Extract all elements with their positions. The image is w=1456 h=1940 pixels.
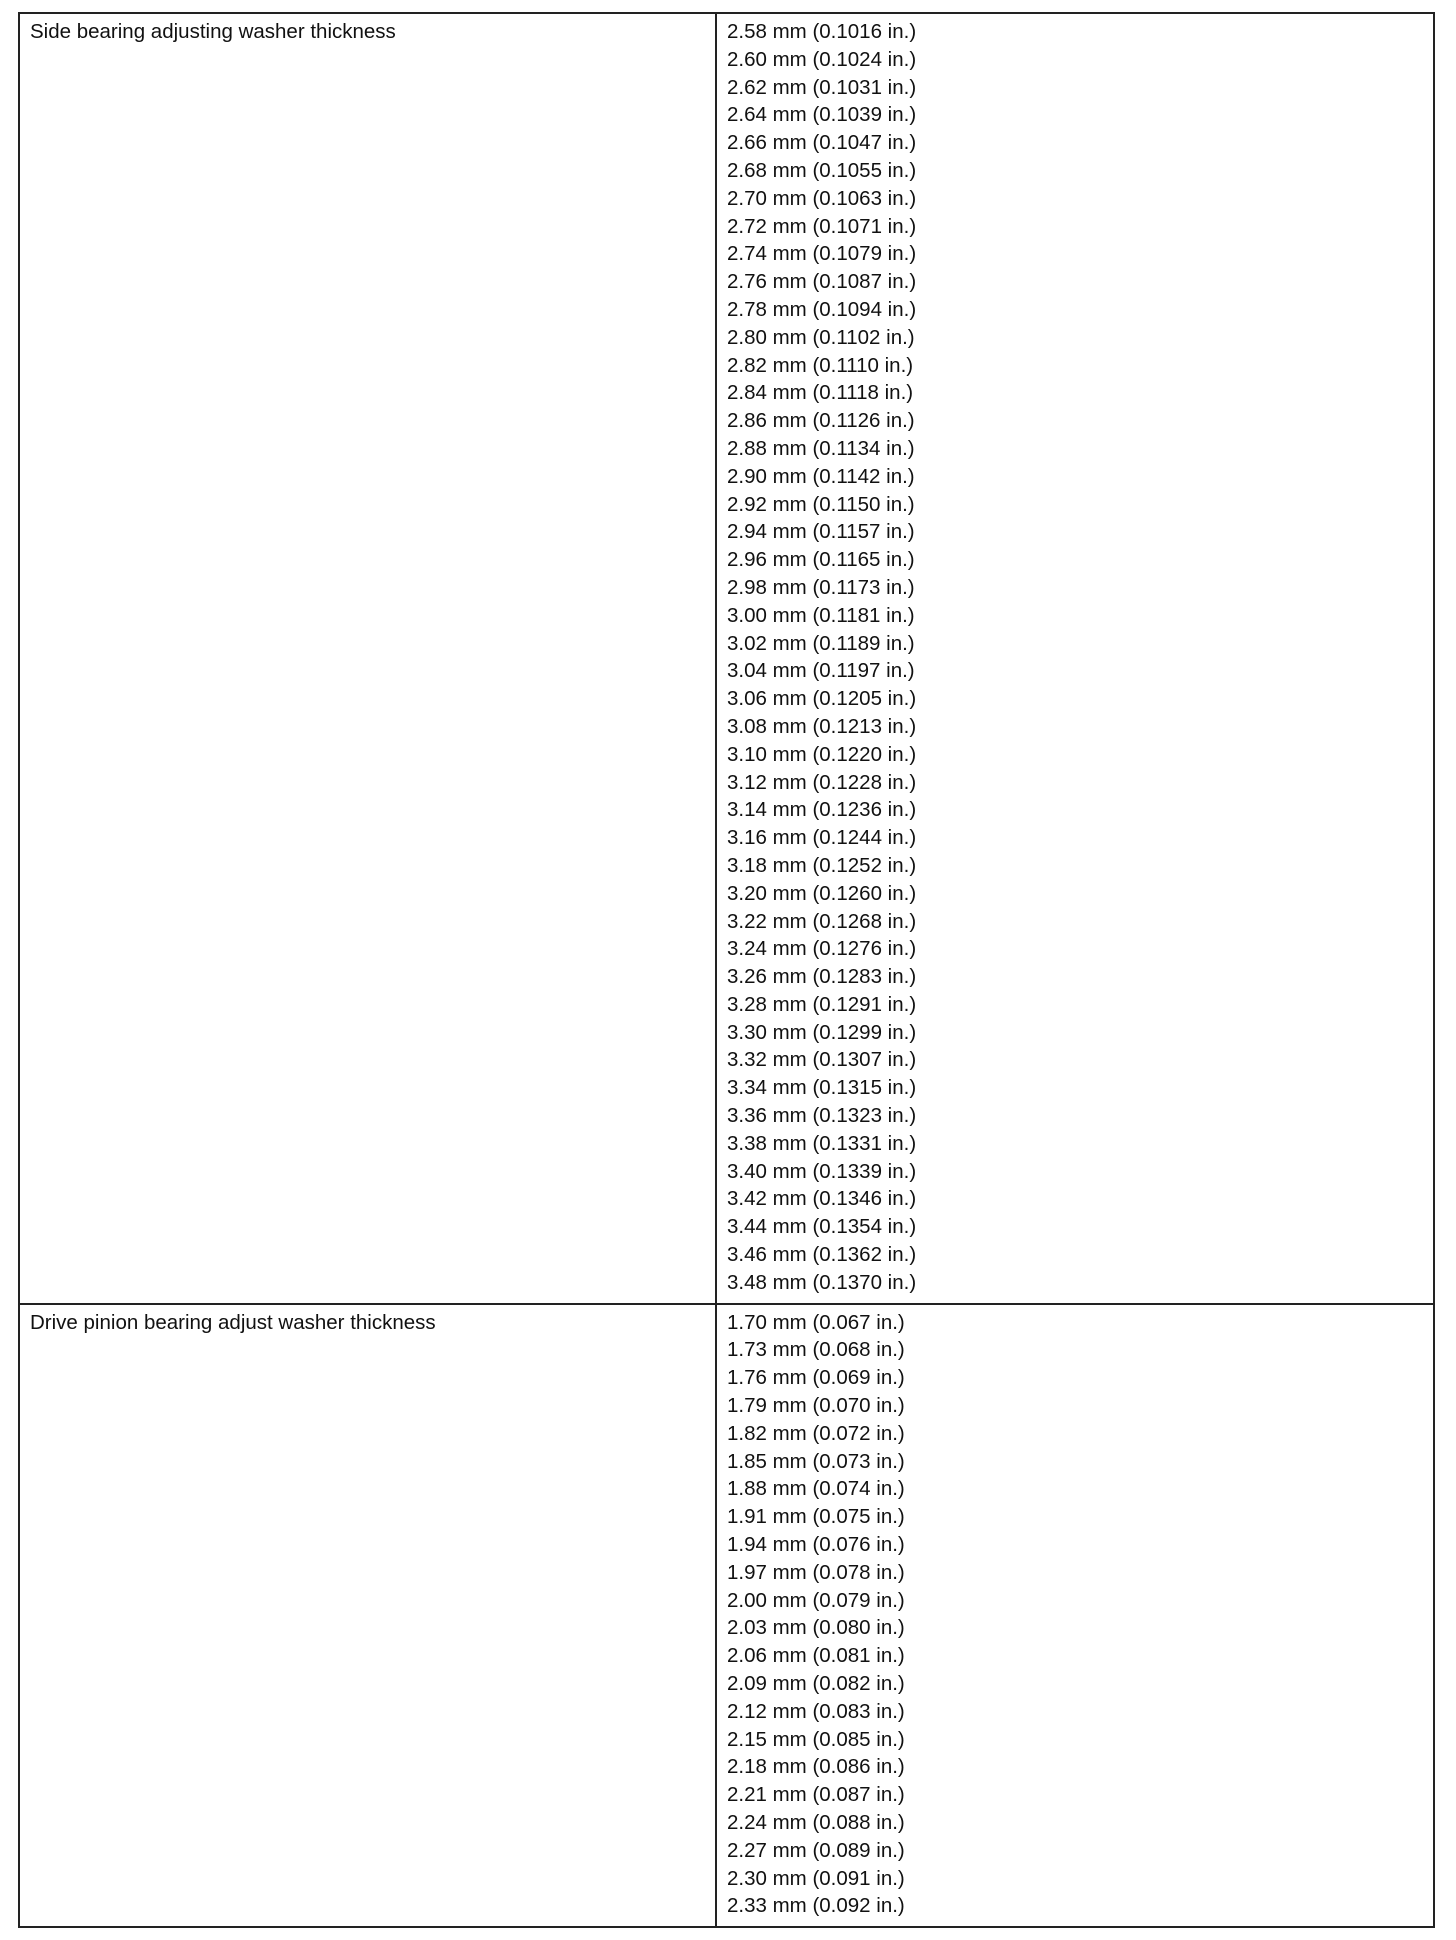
thickness-value: 3.48 mm (0.1370 in.): [727, 1270, 917, 1294]
thickness-value: 1.97 mm (0.078 in.): [727, 1560, 905, 1584]
thickness-value: 3.32 mm (0.1307 in.): [727, 1048, 917, 1072]
thickness-value: 2.72 mm (0.1071 in.): [727, 214, 917, 238]
row-label: Drive pinion bearing adjust washer thickness: [30, 1310, 436, 1334]
value-list: [727, 1309, 1423, 1921]
thickness-value: 2.09 mm (0.082 in.): [727, 1672, 905, 1696]
thickness-value: 2.98 mm (0.1173 in.): [727, 575, 915, 599]
thickness-value: 3.04 mm (0.1197 in.): [727, 659, 915, 683]
thickness-value: 1.91 mm (0.075 in.): [727, 1505, 905, 1529]
thickness-value: 2.30 mm (0.091 in.): [727, 1866, 905, 1890]
thickness-value: 2.70 mm (0.1063 in.): [727, 186, 917, 210]
thickness-value: 3.40 mm (0.1339 in.): [727, 1159, 917, 1183]
thickness-value: 2.82 mm (0.1110 in.): [727, 353, 914, 377]
table-row-drive-pinion: [19, 1304, 1434, 1928]
thickness-value: 2.84 mm (0.1118 in.): [727, 381, 914, 405]
thickness-value: 3.36 mm (0.1323 in.): [727, 1104, 917, 1128]
thickness-value: 2.80 mm (0.1102 in.): [727, 325, 915, 349]
row-values-cell: [716, 1304, 1434, 1928]
thickness-value: 3.28 mm (0.1291 in.): [727, 992, 917, 1016]
thickness-value: 3.30 mm (0.1299 in.): [727, 1020, 917, 1044]
thickness-value: 3.02 mm (0.1189 in.): [727, 631, 915, 655]
thickness-value: 3.26 mm (0.1283 in.): [727, 965, 917, 989]
thickness-value: 3.08 mm (0.1213 in.): [727, 714, 917, 738]
thickness-value: 3.22 mm (0.1268 in.): [727, 909, 917, 933]
thickness-value: 3.14 mm (0.1236 in.): [727, 798, 917, 822]
thickness-value: 3.38 mm (0.1331 in.): [727, 1131, 917, 1155]
thickness-value: 1.70 mm (0.067 in.): [727, 1310, 905, 1334]
thickness-value: 2.68 mm (0.1055 in.): [727, 158, 917, 182]
thickness-value: 2.24 mm (0.088 in.): [727, 1811, 905, 1834]
thickness-value: 2.88 mm (0.1134 in.): [727, 436, 915, 460]
thickness-value: 2.64 mm (0.1039 in.): [727, 103, 917, 127]
table-row-side-bearing: [19, 13, 1434, 1304]
thickness-value: 2.92 mm (0.1150 in.): [727, 492, 915, 516]
thickness-value: 2.74 mm (0.1079 in.): [727, 242, 917, 266]
row-values-cell: [716, 13, 1434, 1304]
thickness-value: 3.00 mm (0.1181 in.): [727, 603, 915, 627]
thickness-value: 2.06 mm (0.081 in.): [727, 1644, 905, 1668]
thickness-value: 2.18 mm (0.086 in.): [727, 1755, 905, 1779]
thickness-value: 1.76 mm (0.069 in.): [727, 1366, 905, 1390]
thickness-value: 3.10 mm (0.1220 in.): [727, 742, 917, 766]
thickness-value: 1.88 mm (0.074 in.): [727, 1477, 905, 1501]
thickness-value: 1.85 mm (0.073 in.): [727, 1449, 905, 1473]
thickness-value: 2.78 mm (0.1094 in.): [727, 297, 917, 321]
thickness-value: 2.90 mm (0.1142 in.): [727, 464, 915, 488]
thickness-value: 3.06 mm (0.1205 in.): [727, 687, 917, 711]
thickness-value: 2.58 mm (0.1016 in.): [727, 20, 917, 43]
row-label-cell: [19, 13, 716, 1304]
thickness-value: 2.96 mm (0.1165 in.): [727, 548, 915, 572]
thickness-value: 3.12 mm (0.1228 in.): [727, 770, 917, 794]
thickness-value: 3.46 mm (0.1362 in.): [727, 1243, 917, 1267]
thickness-value: 2.62 mm (0.1031 in.): [727, 75, 917, 99]
row-label: Side bearing adjusting washer thickness: [30, 20, 396, 43]
thickness-value: 3.20 mm (0.1260 in.): [727, 881, 917, 905]
row-label-cell: [19, 1304, 716, 1928]
thickness-value: 2.12 mm (0.083 in.): [727, 1699, 905, 1723]
thickness-value: 1.94 mm (0.076 in.): [727, 1533, 905, 1557]
thickness-value: 3.42 mm (0.1346 in.): [727, 1187, 917, 1211]
thickness-value: 2.86 mm (0.1126 in.): [727, 409, 915, 433]
spec-table: [18, 12, 1435, 1928]
thickness-value: 3.24 mm (0.1276 in.): [727, 937, 917, 961]
thickness-value: 3.34 mm (0.1315 in.): [727, 1076, 917, 1100]
thickness-value: 1.73 mm (0.068 in.): [727, 1338, 905, 1362]
thickness-value: 1.79 mm (0.070 in.): [727, 1394, 905, 1418]
thickness-value: 2.03 mm (0.080 in.): [727, 1616, 905, 1640]
thickness-value: 3.44 mm (0.1354 in.): [727, 1215, 917, 1239]
thickness-value: 2.15 mm (0.085 in.): [727, 1727, 905, 1751]
thickness-value: 2.27 mm (0.089 in.): [727, 1838, 905, 1862]
thickness-value: 2.33 mm (0.092 in.): [727, 1894, 905, 1918]
thickness-value: 1.82 mm (0.072 in.): [727, 1421, 905, 1445]
spec-table-body: [19, 13, 1434, 1927]
thickness-value: 2.66 mm (0.1047 in.): [727, 131, 917, 155]
thickness-value: 2.60 mm (0.1024 in.): [727, 47, 917, 71]
thickness-value: 2.76 mm (0.1087 in.): [727, 270, 917, 294]
thickness-value: 2.00 mm (0.079 in.): [727, 1588, 905, 1612]
thickness-value: 2.21 mm (0.087 in.): [727, 1783, 905, 1807]
thickness-value: 3.18 mm (0.1252 in.): [727, 853, 917, 877]
value-list: [727, 18, 1423, 1297]
thickness-value: 3.16 mm (0.1244 in.): [727, 826, 917, 850]
thickness-value: 2.94 mm (0.1157 in.): [727, 520, 915, 544]
